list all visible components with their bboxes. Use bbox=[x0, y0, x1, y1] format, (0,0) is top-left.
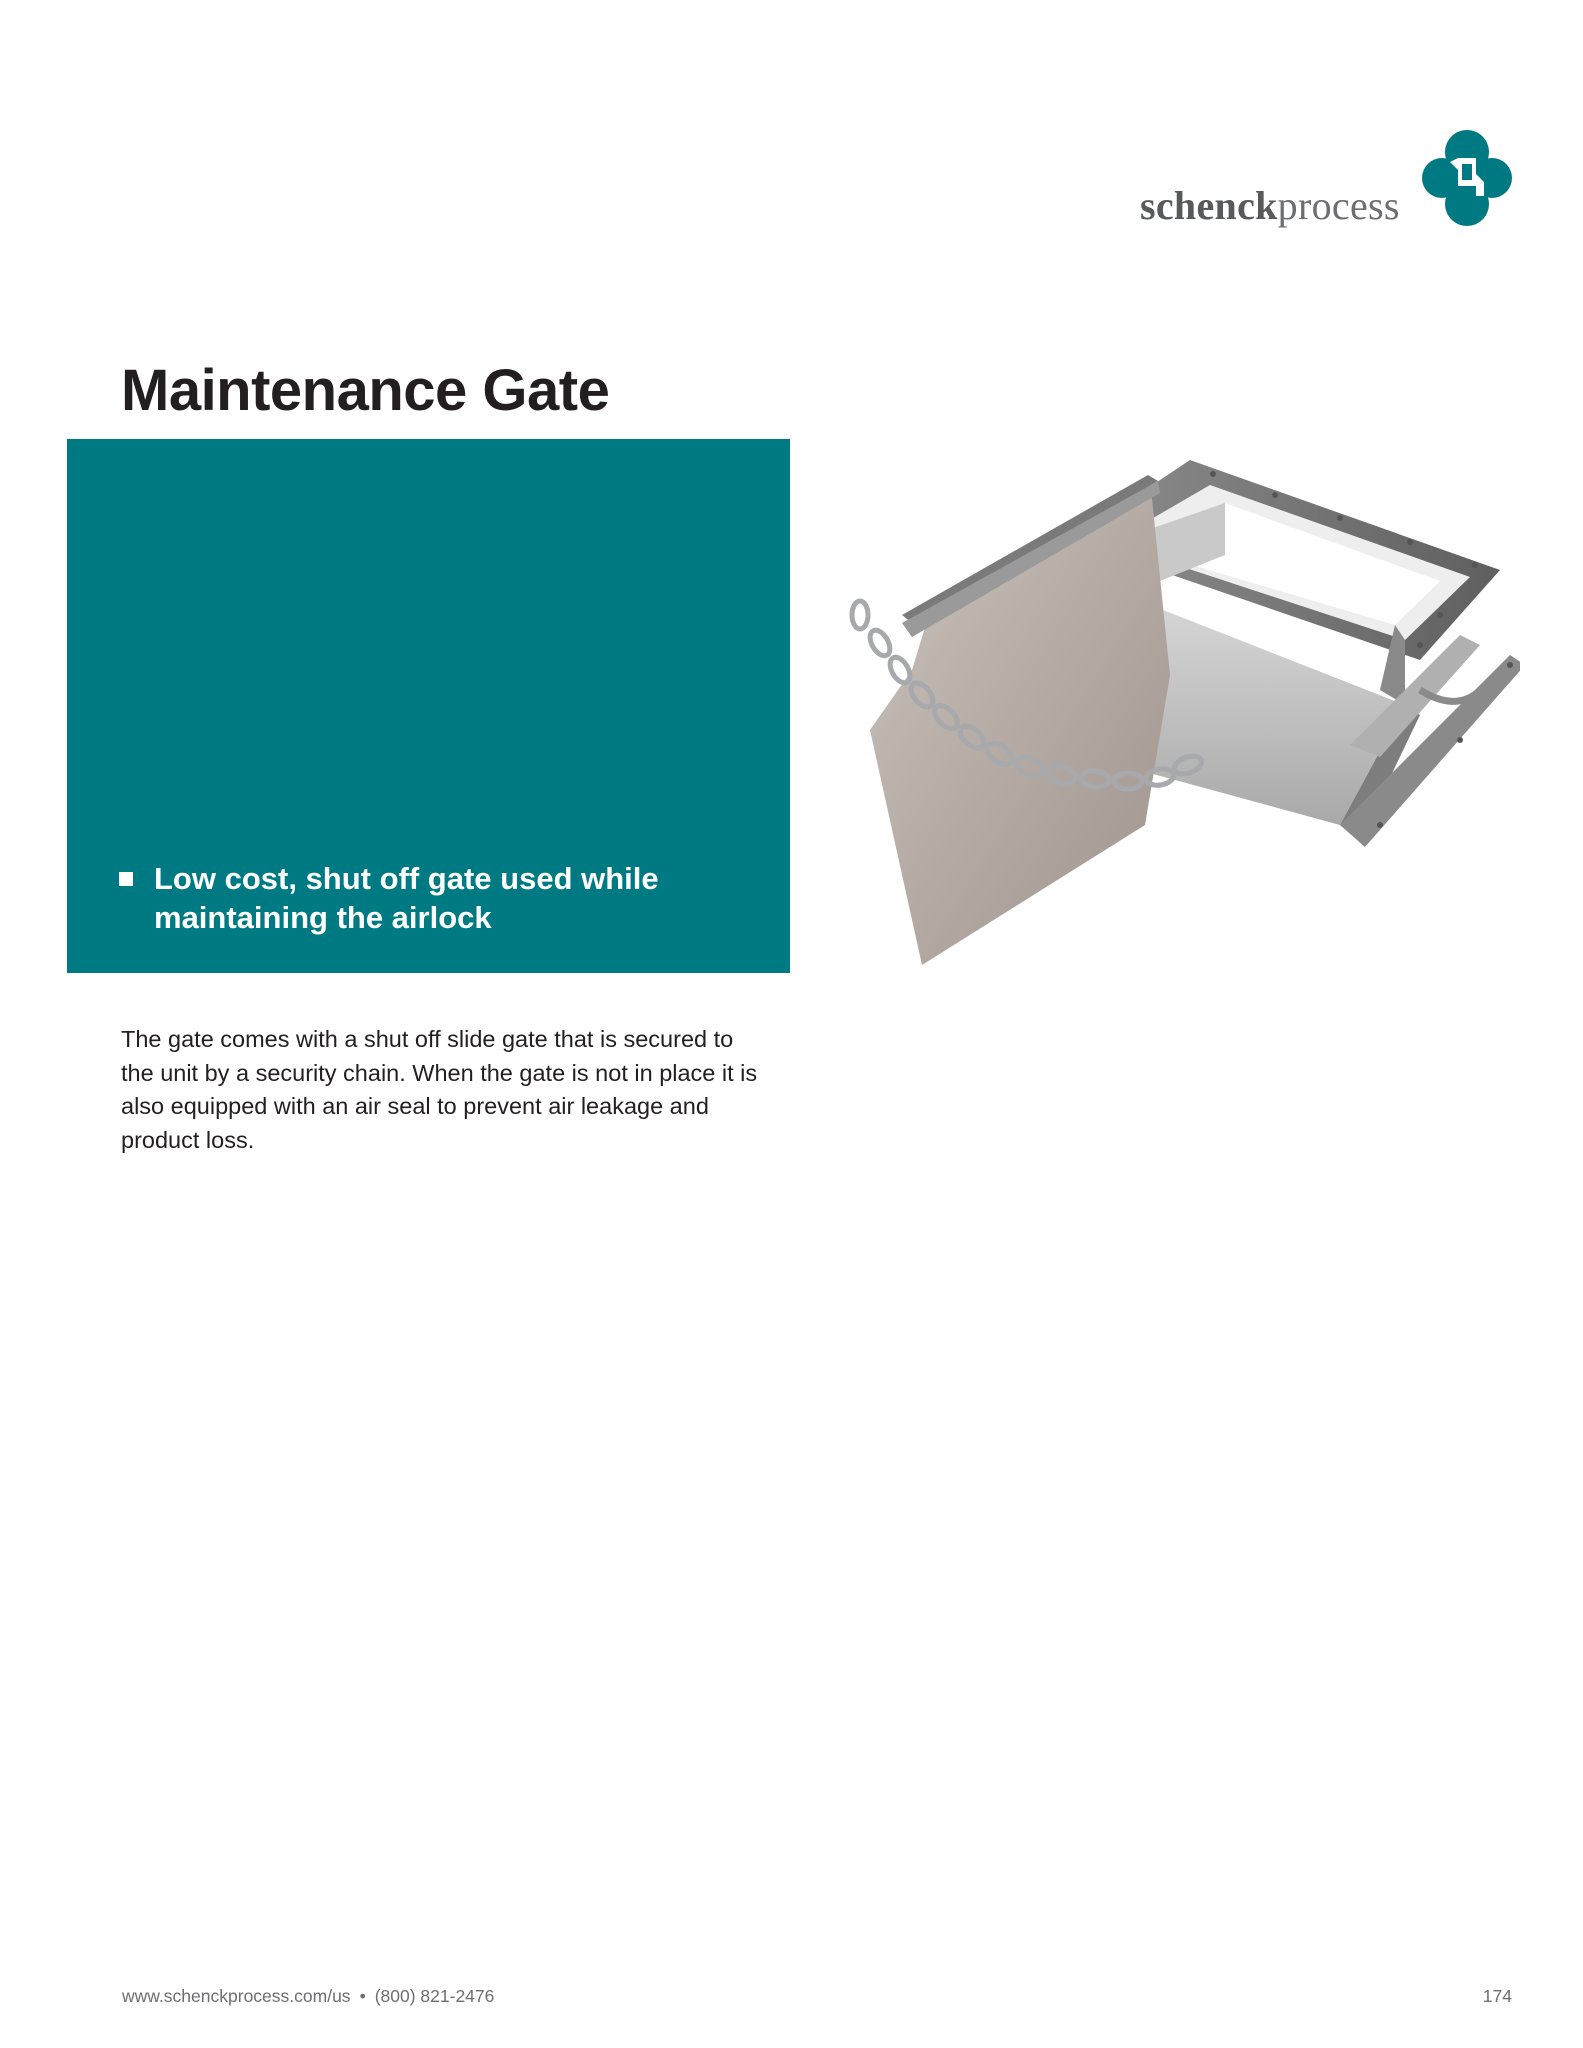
feature-item bbox=[119, 859, 769, 937]
description-paragraph: The gate comes with a shut off slide gate that is secured to the unit by a security chain. When the gate is not in place it is also equipped with an air seal to prevent air leakage and product loss. bbox=[121, 1026, 758, 1153]
maintenance-gate-image bbox=[820, 445, 1520, 975]
page-title: Maintenance Gate bbox=[121, 358, 610, 423]
footer-website-link[interactable]: www.schenckprocess.com/us bbox=[122, 1986, 351, 2006]
footer-contact bbox=[122, 1986, 494, 2007]
logo-wordmark bbox=[1140, 182, 1400, 229]
square-bullet-icon bbox=[119, 872, 133, 886]
feature-item-text: Low cost, shut off gate used while maintaining the airlock bbox=[154, 861, 659, 935]
company-logo bbox=[1140, 130, 1520, 240]
logo-wordmark-bold: schenck bbox=[1140, 183, 1278, 228]
feature-panel bbox=[67, 439, 790, 973]
logo-wordmark-regular: process bbox=[1277, 183, 1400, 228]
schenck-logo-icon bbox=[1422, 130, 1512, 226]
page-number: 174 bbox=[1482, 1986, 1512, 2006]
footer-separator: • bbox=[359, 1986, 366, 2006]
footer-phone: (800) 821-2476 bbox=[374, 1986, 495, 2006]
feature-list bbox=[119, 859, 769, 937]
